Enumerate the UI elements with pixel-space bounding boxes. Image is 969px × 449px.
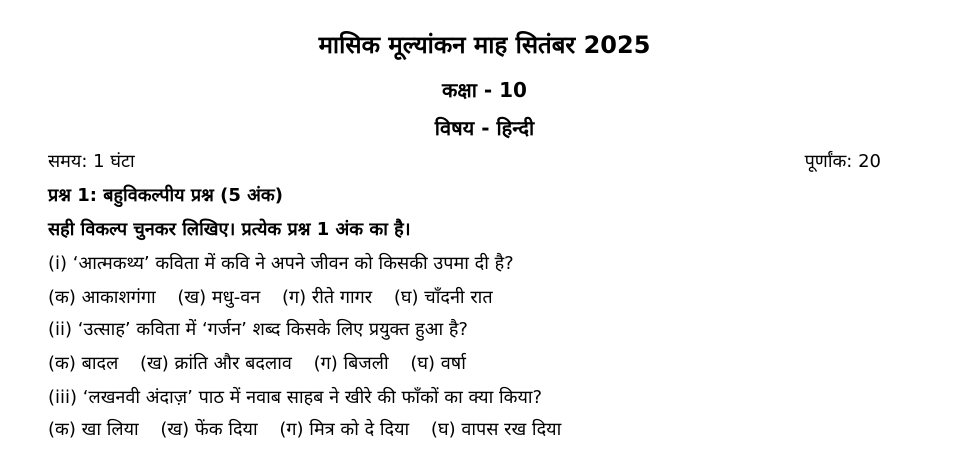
class-label: कक्षा - 10 — [442, 78, 527, 102]
option-gha: (घ) वापस रख दिया — [430, 419, 562, 440]
question-1-text: (i) ‘आत्मकथ्य’ कविता में कवि ने अपने जीवन को किसकी उपमा दी है? — [48, 253, 514, 274]
option-ka: (क) आकाशगंगा — [48, 287, 156, 308]
section-heading: प्रश्न 1: बहुविकल्पीय प्रश्न (5 अंक) — [48, 185, 283, 206]
subject-label: विषय - हिन्दी — [434, 116, 535, 140]
question-2-options — [48, 352, 466, 376]
option-kha: (ख) क्रांति और बदलाव — [140, 353, 292, 374]
option-ka: (क) बादल — [48, 353, 119, 374]
time-label: समय: 1 घंटा — [48, 151, 135, 172]
question-1-options — [48, 286, 493, 310]
question-3-options — [48, 418, 561, 442]
option-ga: (ग) बिजली — [313, 353, 389, 374]
option-gha: (घ) चाँदनी रात — [393, 287, 493, 308]
option-gha: (घ) वर्षा — [410, 353, 466, 374]
option-ka: (क) खा लिया — [48, 419, 139, 440]
question-3-text: (iii) ‘लखनवी अंदाज़’ पाठ में नवाब साहब ने खीरे की फाँकों का क्या किया? — [48, 387, 543, 408]
exam-title: मासिक मूल्यांकन माह सितंबर 2025 — [318, 31, 651, 59]
option-ga: (ग) रीते गागर — [281, 287, 373, 308]
section-instruction: सही विकल्प चुनकर लिखिए। प्रत्येक प्रश्न 1 अंक का है। — [48, 219, 411, 240]
question-2-text: (ii) ‘उत्साह’ कविता में ‘गर्जन’ शब्द किसके लिए प्रयुक्त हुआ है? — [48, 319, 468, 340]
max-marks-label: पूर्णांक: 20 — [804, 151, 881, 172]
option-kha: (ख) मधु-वन — [177, 287, 261, 308]
option-kha: (ख) फेंक दिया — [160, 419, 258, 440]
option-ga: (ग) मित्र को दे दिया — [279, 419, 410, 440]
